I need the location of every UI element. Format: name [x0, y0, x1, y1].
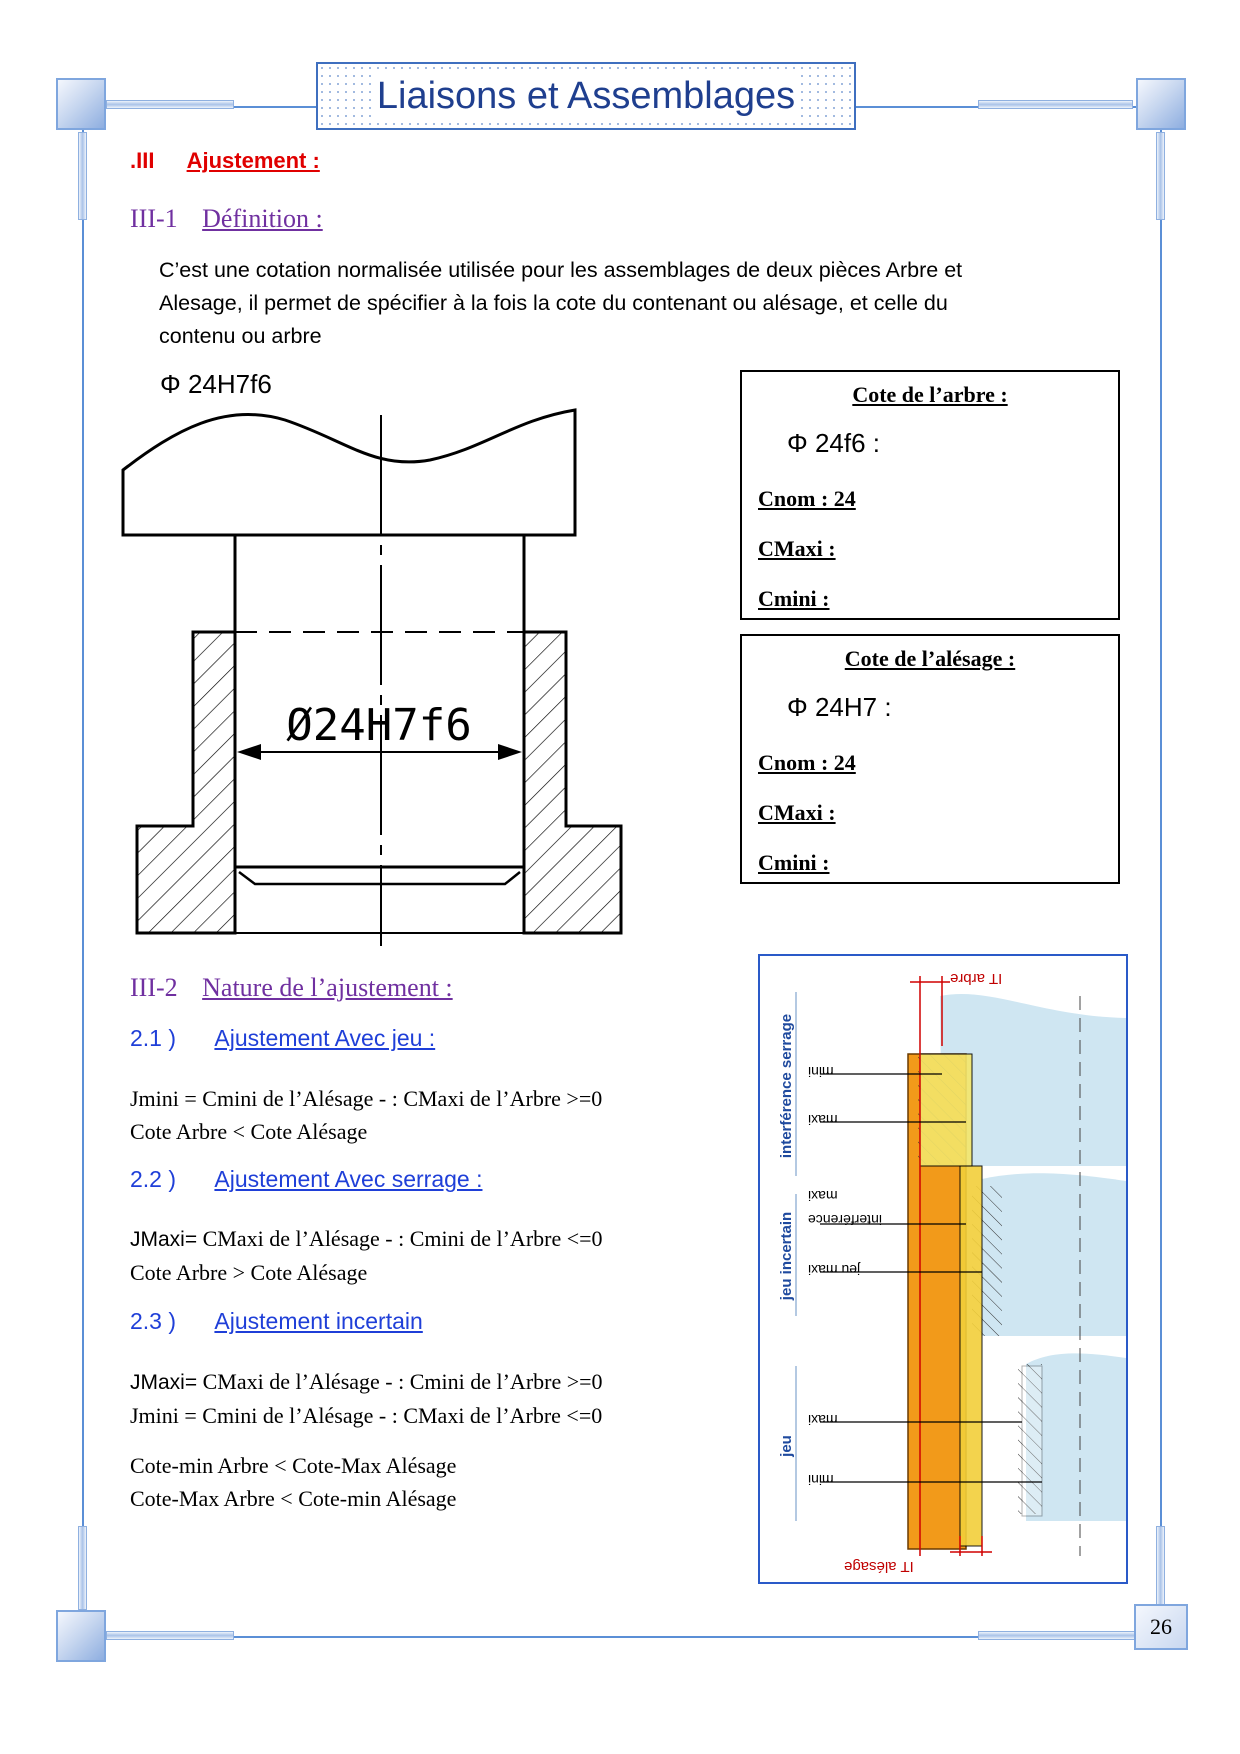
shaft-bore-drawing — [115, 400, 635, 950]
subsection-incertain-number: 2.3 ) — [130, 1308, 177, 1334]
tolerance-zone-serrage — [920, 1054, 972, 1166]
incertain-formula-prefix: JMaxi= — [130, 1371, 198, 1394]
bore-part-right — [524, 632, 621, 933]
label-mini-1: mini — [808, 1064, 834, 1080]
subsection-incertain-heading — [130, 1308, 423, 1335]
label-maxi-2: maxi — [808, 1188, 838, 1204]
section-3-heading — [130, 148, 320, 174]
label-mini-2: mini — [808, 1472, 834, 1488]
jeu-formula: Jmini = Cmini de l’Alésage - : CMaxi de l’Arbre >=0 — [130, 1086, 603, 1111]
section-3-1-heading — [130, 204, 323, 234]
fit-types-figure — [758, 954, 1128, 1584]
box-cote-arbre — [740, 370, 1120, 620]
box-arbre-cnom: Cnom : 24 — [758, 486, 856, 511]
shaft-chamfer — [239, 872, 520, 884]
definition-line: Alesage, il permet de spécifier à la fois la cote du contenant ou alésage, et celle du — [159, 291, 948, 315]
box-arbre-phi: Φ 24f6 : — [787, 428, 881, 458]
frame-corner-top-left — [56, 78, 106, 130]
box-arbre-cmini: Cmini : — [758, 586, 830, 611]
frame-corner-top-right — [1136, 78, 1186, 130]
box-alesage-heading: Cote de l’alésage : — [844, 646, 1016, 671]
incertain-formula-2: Jmini = Cmini de l’Alésage - : CMaxi de l’Arbre <=0 — [130, 1403, 603, 1428]
subsection-jeu-heading — [130, 1025, 435, 1052]
page-number: 26 — [1150, 1614, 1172, 1639]
jeu-comparison: Cote Arbre < Cote Alésage — [130, 1119, 368, 1144]
definition-paragraph — [159, 254, 962, 353]
subsection-serrage-title: Ajustement Avec serrage : — [214, 1166, 483, 1192]
subsection-jeu-number: 2.1 ) — [130, 1025, 177, 1051]
page-title-banner — [316, 62, 856, 130]
serrage-formula-rest: CMaxi de l’Alésage - : Cmini de l’Arbre <=0 — [197, 1226, 603, 1251]
tolerance-zone-incertain — [960, 1166, 982, 1546]
fit-designation: Φ 24H7f6 — [160, 369, 272, 399]
serrage-comparison: Cote Arbre > Cote Alésage — [130, 1260, 368, 1285]
incertain-comparison-1: Cote-min Arbre < Cote-Max Alésage — [130, 1453, 457, 1478]
section-3-1-title: Définition : — [202, 204, 323, 233]
section-3-2-heading — [130, 973, 453, 1003]
section-3-2-title: Nature de l’ajustement : — [202, 973, 453, 1002]
subsection-jeu-title: Ajustement Avec jeu : — [214, 1025, 436, 1051]
definition-line: C’est une cotation normalisée utilisée pour les assemblages de deux pièces Arbre et — [159, 258, 963, 282]
hub-middle — [982, 1173, 1126, 1336]
section-3-title: Ajustement : — [186, 148, 320, 173]
box-arbre-heading: Cote de l’arbre : — [852, 382, 1008, 407]
label-maxi-3: maxi — [808, 1412, 838, 1428]
subsection-serrage-number: 2.2 ) — [130, 1166, 177, 1192]
dimension-label: Ø24H7f6 — [286, 700, 472, 751]
label-it-alesage: IT alésage — [844, 1558, 914, 1575]
label-maxi-1: maxi — [808, 1112, 838, 1128]
definition-line: contenu ou arbre — [159, 324, 322, 348]
serrage-formula — [130, 1226, 603, 1252]
subsection-serrage-heading — [130, 1166, 482, 1193]
section-3-1-number: III-1 — [130, 204, 178, 233]
subsection-incertain-title: Ajustement incertain — [214, 1308, 423, 1334]
incertain-formula-1 — [130, 1369, 603, 1395]
serrage-formula-prefix: JMaxi= — [130, 1228, 198, 1251]
box-alesage-cmaxi: CMaxi : — [758, 800, 836, 825]
label-interference: interférence — [808, 1212, 882, 1228]
box-alesage-cmini: Cmini : — [758, 850, 830, 875]
incertain-comparison-2: Cote-Max Arbre < Cote-min Alésage — [130, 1486, 457, 1511]
box-cote-alesage — [740, 634, 1120, 884]
bore-part-left — [137, 632, 235, 933]
tolerance-zone-jeu — [1022, 1366, 1042, 1516]
box-alesage-phi: Φ 24H7 : — [787, 692, 892, 722]
label-group-jeu: jeu — [778, 1435, 795, 1457]
box-arbre-cmaxi: CMaxi : — [758, 536, 836, 561]
label-it-arbre: IT arbre — [950, 970, 1003, 987]
page-title: Liaisons et Assemblages — [371, 75, 801, 118]
shaft-head — [123, 410, 575, 535]
label-jeu-maxi: jeu maxi — [808, 1262, 861, 1278]
box-alesage-cnom: Cnom : 24 — [758, 750, 856, 775]
page-number-box — [1134, 1604, 1188, 1650]
label-group-incertain: jeu incertain — [778, 1211, 795, 1301]
section-3-2-number: III-2 — [130, 973, 178, 1002]
section-3-number: .III — [130, 148, 155, 173]
label-group-serrage: interférence serrage — [778, 1013, 795, 1159]
incertain-formula-rest: CMaxi de l’Alésage - : Cmini de l’Arbre >=0 — [197, 1369, 603, 1394]
frame-corner-bottom-left — [56, 1610, 106, 1662]
